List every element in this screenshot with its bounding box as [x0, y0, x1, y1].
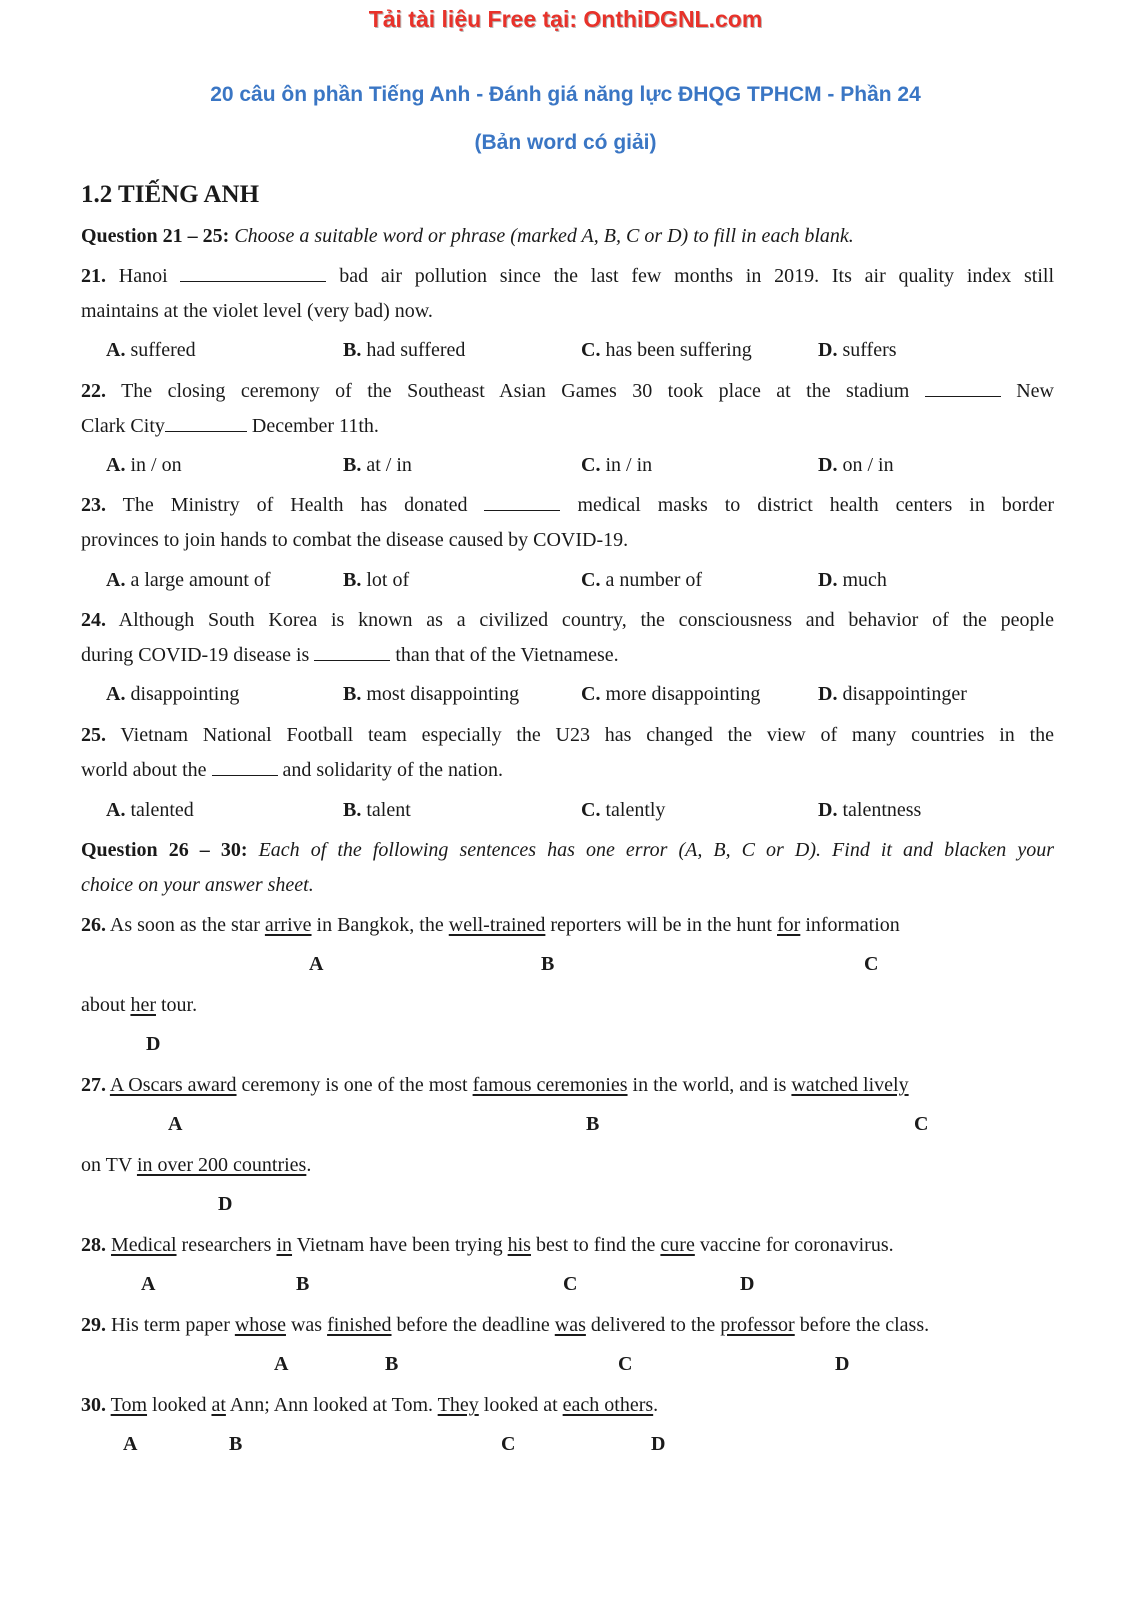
q30-underline-c: They — [437, 1394, 479, 1416]
q22-text1: The closing ceremony of the Southeast Asian Games 30 took place at the stadium — [121, 380, 910, 402]
q29-underline-b: finished — [327, 1314, 392, 1336]
q25-option-c[interactable]: C. talently — [581, 799, 666, 821]
q30-mark-a[interactable]: A — [123, 1433, 138, 1455]
q23-option-d[interactable]: D. much — [818, 569, 887, 591]
q21-number: 21. — [81, 265, 106, 287]
q24-option-c[interactable]: C. more disappointing — [581, 683, 761, 705]
q26-mark-a[interactable]: A — [309, 953, 324, 975]
q25-number: 25. — [81, 724, 106, 746]
q23-number: 23. — [81, 494, 106, 516]
q27-mark-d[interactable]: D — [218, 1193, 233, 1215]
q23-option-c[interactable]: C. a number of — [581, 569, 703, 591]
q21-text1: Hanoi — [118, 265, 168, 287]
q28-mark-b[interactable]: B — [296, 1273, 310, 1295]
q23-text1: The Ministry of Health has donated — [122, 494, 468, 516]
q26-underline-b: well-trained — [448, 914, 546, 936]
q30-line1: 30. Tom looked at Ann; Ann looked at Tom. They looked at each others. — [81, 1394, 659, 1416]
q30-mark-c[interactable]: C — [501, 1433, 516, 1455]
q28-number: 28. — [81, 1234, 106, 1256]
q29-number: 29. — [81, 1314, 106, 1336]
q25-text1: Vietnam National Football team especially the U23 has changed the view of many countries in the — [120, 724, 1055, 746]
q22-number: 22. — [81, 380, 106, 402]
q28-mark-d[interactable]: D — [740, 1273, 755, 1295]
q21-line1 — [81, 264, 1054, 288]
q24-number: 24. — [81, 609, 106, 631]
q28-mark-c[interactable]: C — [563, 1273, 578, 1295]
part2-instruction-line1 — [81, 838, 1054, 862]
part2-text1: Each of the following sentences has one error (A, B, C or D). Find it and blacken your — [258, 839, 1055, 861]
q26-underline-d: her — [130, 994, 156, 1016]
q23-line1 — [81, 493, 1054, 517]
q24-option-a[interactable]: A. disappointing — [106, 683, 240, 705]
q22-line1 — [81, 379, 1054, 403]
q30-mark-d[interactable]: D — [651, 1433, 666, 1455]
q30-underline-d: each others — [562, 1394, 654, 1416]
q30-underline-a: Tom — [110, 1394, 148, 1416]
q26-mark-b[interactable]: B — [541, 953, 555, 975]
q22-option-a[interactable]: A. in / on — [106, 454, 182, 476]
q29-underline-c: was — [554, 1314, 586, 1336]
q24-line1 — [81, 608, 1054, 632]
q26-mark-d[interactable]: D — [146, 1033, 161, 1055]
q29-mark-d[interactable]: D — [835, 1353, 850, 1375]
q27-underline-a: A Oscars award — [109, 1074, 237, 1096]
q26-underline-c: for — [777, 914, 801, 936]
q28-underline-d: cure — [660, 1234, 695, 1256]
part1-text: Choose a suitable word or phrase (marked A, B, C or D) to fill in each blank. — [234, 225, 854, 247]
q25-line2: world about the and solidarity of the nation. — [81, 759, 504, 781]
q26-underline-a: arrive — [264, 914, 312, 936]
q27-number: 27. — [81, 1074, 106, 1096]
q27-mark-a[interactable]: A — [168, 1113, 183, 1135]
q30-number: 30. — [81, 1394, 106, 1416]
q23-option-a[interactable]: A. a large amount of — [106, 569, 271, 591]
q23-text2: medical masks to district health centers in border — [577, 494, 1054, 516]
q29-underline-a: whose — [234, 1314, 286, 1336]
q29-mark-a[interactable]: A — [274, 1353, 289, 1375]
q25-line1 — [81, 723, 1054, 747]
q27-line2: on TV in over 200 countries. — [81, 1154, 312, 1176]
q28-line1: 28. Medical researchers in Vietnam have been trying his best to find the cure vaccine for coronavirus. — [81, 1234, 894, 1256]
q29-line1: 29. His term paper whose was finished before the deadline was delivered to the professor before the class. — [81, 1314, 930, 1336]
q27-underline-c: watched lively — [791, 1074, 909, 1096]
q30-mark-b[interactable]: B — [229, 1433, 243, 1455]
q26-number: 26. — [81, 914, 106, 936]
q27-underline-d: in over 200 countries — [136, 1154, 307, 1176]
q24-option-b[interactable]: B. most disappointing — [343, 683, 520, 705]
q22-text2: New — [1016, 380, 1054, 402]
q27-mark-c[interactable]: C — [914, 1113, 929, 1135]
q21-text2: bad air pollution since the last few months in 2019. Its air quality index still — [339, 265, 1055, 287]
q23-blank[interactable] — [484, 494, 560, 511]
q27-line1: 27. A Oscars award ceremony is one of the most famous ceremonies in the world, and is watched lively — [81, 1074, 909, 1096]
q22-option-c[interactable]: C. in / in — [581, 454, 653, 476]
q24-option-d[interactable]: D. disappointinger — [818, 683, 967, 705]
part1-label: Question 21 – 25: — [81, 225, 230, 247]
q26-line2: about her tour. — [81, 994, 198, 1016]
q27-mark-b[interactable]: B — [586, 1113, 600, 1135]
part2-label: Question 26 – 30: — [81, 839, 248, 861]
q22-blank2[interactable] — [165, 415, 247, 432]
section-heading: 1.2 TIẾNG ANH — [81, 181, 260, 208]
q22-option-b[interactable]: B. at / in — [343, 454, 412, 476]
q23-option-b[interactable]: B. lot of — [343, 569, 410, 591]
q28-mark-a[interactable]: A — [141, 1273, 156, 1295]
q25-option-a[interactable]: A. talented — [106, 799, 194, 821]
q28-underline-c: his — [507, 1234, 531, 1256]
document-title: 20 câu ôn phần Tiếng Anh - Đánh giá năng lực ĐHQG TPHCM - Phần 24 — [210, 83, 921, 106]
download-banner[interactable]: Tải tài liệu Free tại: OnthiDGNL.com — [368, 6, 763, 32]
q29-underline-d: professor — [720, 1314, 795, 1336]
q21-option-a[interactable]: A. suffered — [106, 339, 196, 361]
q23-line2: provinces to join hands to combat the disease caused by COVID-19. — [81, 529, 629, 551]
q28-underline-b: in — [276, 1234, 293, 1256]
q21-line2: maintains at the violet level (very bad) now. — [81, 300, 433, 322]
q27-underline-b: famous ceremonies — [472, 1074, 628, 1096]
q26-mark-c[interactable]: C — [864, 953, 879, 975]
q22-blank1[interactable] — [925, 380, 1001, 397]
q25-option-b[interactable]: B. talent — [343, 799, 411, 821]
q26-line1: 26. As soon as the star arrive in Bangkok, the well-trained reporters will be in the hunt for information — [81, 914, 900, 936]
q21-option-b[interactable]: B. had suffered — [343, 339, 466, 361]
q30-underline-b: at — [211, 1394, 226, 1416]
q29-mark-c[interactable]: C — [618, 1353, 633, 1375]
q22-option-d[interactable]: D. on / in — [818, 454, 894, 476]
q28-underline-a: Medical — [111, 1234, 177, 1256]
q21-blank[interactable] — [180, 265, 326, 282]
q22-line2: Clark City December 11th. — [81, 415, 379, 437]
document-subtitle: (Bản word có giải) — [474, 131, 657, 154]
q24-blank[interactable] — [314, 644, 390, 661]
part1-instruction — [81, 224, 854, 248]
q29-mark-b[interactable]: B — [385, 1353, 399, 1375]
part2-instruction-line2: choice on your answer sheet. — [81, 874, 314, 896]
q25-option-d[interactable]: D. talentness — [818, 799, 922, 821]
q24-line2: during COVID-19 disease is than that of the Vietnamese. — [81, 644, 619, 666]
q21-option-c[interactable]: C. has been suffering — [581, 339, 752, 361]
q24-text1: Although South Korea is known as a civilized country, the consciousness and behavior of the people — [118, 609, 1054, 631]
q25-blank[interactable] — [212, 759, 278, 776]
q21-option-d[interactable]: D. suffers — [818, 339, 897, 361]
